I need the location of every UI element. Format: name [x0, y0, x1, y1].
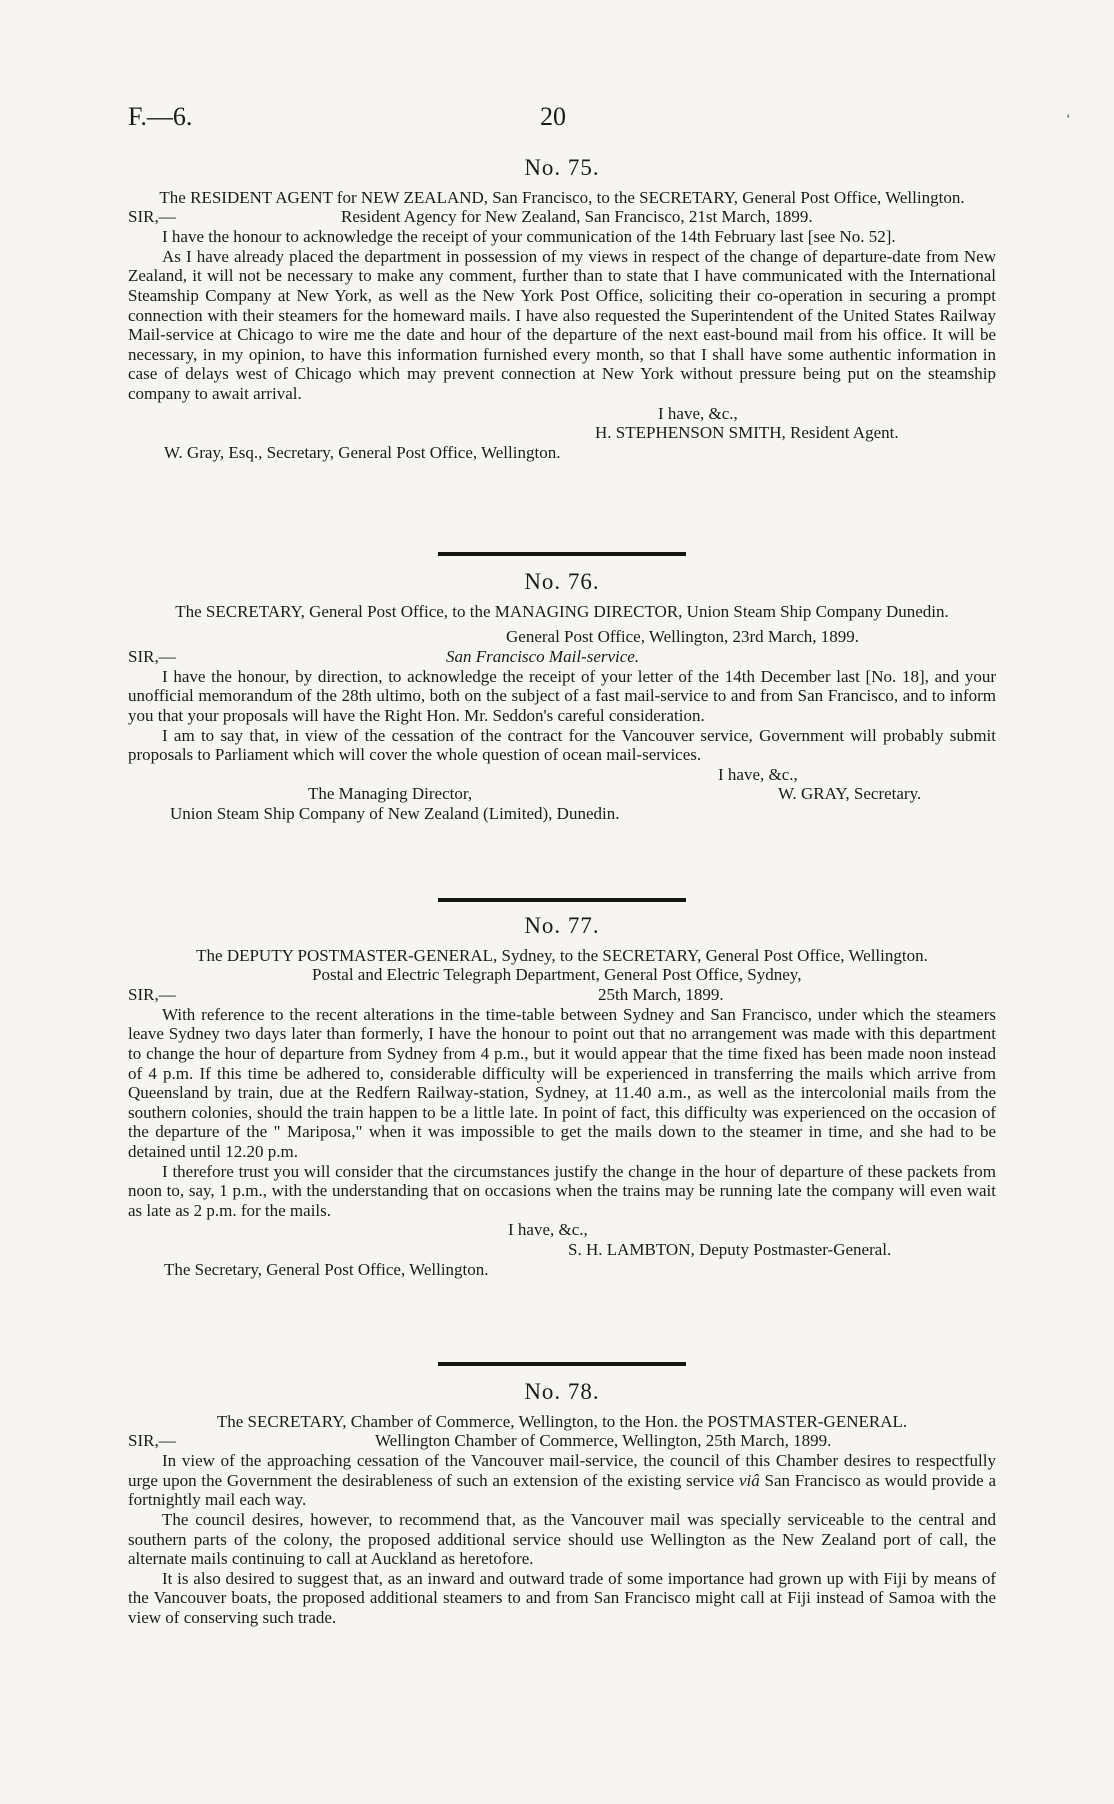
signature: S. H. LAMBTON, Deputy Postmaster-General. — [568, 1239, 892, 1259]
letter-number: No. 78. — [524, 1379, 600, 1404]
salutation-row — [128, 985, 996, 1005]
document-reference: F.—6. — [128, 102, 193, 131]
paragraph: With reference to the recent alterations in the time-table between Sydney and San Francisco, under which the steamers leave Sydney two days later than formerly, I have the honour to point out that no arrangement was made with this department to change the hour of departure from Sydney from 4 p.m., but it would appear that the time fixed has been made noon instead of 4 p.m. If this time be adhered to, considerable difficulty will be experienced in transferring the mails which arrive from Queensland by train, due at the Redfern Railway-station, Sydney, at 11.40 a.m., as well as the intercolonial mails from the southern colonies, should the train happen to be a little late. In point of fact, this difficulty was experienced on the occasion of the departure of the " Mariposa," when it was impossible to get the mails down to the steamer in time, and she had to be detained until 12.20 p.m. — [128, 1004, 996, 1161]
letter-77 — [128, 913, 996, 1279]
letter-76 — [128, 569, 996, 824]
section-divider — [438, 1362, 686, 1366]
letter-78 — [128, 1379, 997, 1628]
salutation-row — [128, 1431, 996, 1451]
paragraph: As I have already placed the department in possession of my views in respect of the change of departure-date from New Zealand, it will not be necessary to make any comment, further than to state that I have communicated with the International Steamship Company at New York, as well as the New York Post Office, soliciting their co-operation in securing a prompt connection with their steamers for the homeward mails. I have also requested the Superintendent of the United States Railway Mail-service at Chicago to wire me the date and hour of the departure of the next east-bound mail from his office. It will be necessary, in my opinion, to have this information furnished every month, so that I shall have some authentic information in case of delays west of Chicago which may prevent connection at New York without pressure being put on the steamship company to await arrival. — [128, 246, 996, 403]
letter-number: No. 76. — [524, 569, 600, 594]
salutation: SIR,— — [128, 207, 176, 227]
recipient: W. Gray, Esq., Secretary, General Post Office, Wellington. — [164, 442, 561, 462]
letter-number: No. 77. — [524, 913, 600, 938]
section-divider — [438, 552, 686, 556]
letter-address: The DEPUTY POSTMASTER-GENERAL, Sydney, to the SECRETARY, General Post Office, Wellington. — [196, 945, 928, 965]
paragraph: I have the honour to acknowledge the receipt of your communication of the 14th February last [see No. 52]. — [162, 227, 896, 247]
salutation-row — [128, 207, 996, 227]
paragraph-text: San Francisco as would provide a fortnightly mail each way. — [128, 1470, 997, 1510]
via-italic: viâ — [739, 1470, 760, 1490]
letter-address: The RESIDENT AGENT for NEW ZEALAND, San Francisco, to the SECRETARY, General Post Office, Wellington. — [159, 187, 965, 207]
salutation: SIR,— — [128, 1431, 176, 1451]
place-date: 25th March, 1899. — [598, 984, 724, 1004]
letter-address: The SECRETARY, General Post Office, to the MANAGING DIRECTOR, Union Steam Ship Company Dunedin. — [175, 601, 949, 621]
place-date: Resident Agency for New Zealand, San Francisco, 21st March, 1899. — [341, 207, 813, 227]
place-date: Postal and Electric Telegraph Department, General Post Office, Sydney, — [312, 965, 802, 985]
paragraph: I therefore trust you will consider that the circumstances justify the change in the hour of departure of these packets from noon to, say, 1 p.m., with the understanding that on occasions when the trains may be running late the company will even wait as late as 2 p.m. for the mails. — [128, 1161, 996, 1220]
recipient: Union Steam Ship Company of New Zealand (Limited), Dunedin. — [170, 804, 620, 824]
paragraph: I am to say that, in view of the cessation of the contract for the Vancouver service, Government will probably submit proposals to Parliament which will cover the whole question of ocean mail-services. — [128, 725, 996, 765]
salutation-row — [128, 647, 996, 667]
margin-mark-icon: ‘ — [1066, 112, 1071, 127]
closing: I have, &c., — [718, 764, 798, 784]
paragraph-text: In view of the approaching cessation of the Vancouver mail-service, the council of this Chamber desires to respectfully urge upon the Government the desirableness of such an extension of the existing service — [128, 1451, 996, 1490]
letter-number: No. 75. — [524, 155, 600, 180]
letter-address: The SECRETARY, Chamber of Commerce, Wellington, to the Hon. the POSTMASTER-GENERAL. — [216, 1411, 908, 1431]
signature: W. GRAY, Secretary. — [778, 784, 922, 804]
page-number: 20 — [540, 102, 566, 131]
section-divider — [438, 898, 686, 902]
subject: San Francisco Mail-service. — [446, 646, 640, 666]
place-date: General Post Office, Wellington, 23rd March, 1899. — [506, 627, 860, 647]
recipient: The Managing Director, — [308, 784, 473, 804]
page-header — [0, 100, 1114, 140]
paragraph: The council desires, however, to recommend that, as the Vancouver mail was specially serviceable to the central and southern parts of the colony, the proposed additional service should use Wellington as the New Zealand port of call, the alternate mails continuing to call at Auckland as heretofore. — [128, 1509, 996, 1569]
salutation: SIR,— — [128, 984, 176, 1004]
salutation: SIR,— — [128, 646, 176, 666]
signature-row — [128, 784, 996, 804]
paragraph: I have the honour, by direction, to acknowledge the receipt of your letter of the 14th December last [No. 18], and your unofficial memorandum of the 28th ultimo, both on the subject of a fast mail-service to and from San Francisco, and to inform you that your proposals will have the Right Hon. Mr. Seddon's careful consideration. — [128, 666, 996, 725]
place-date: Wellington Chamber of Commerce, Wellington, 25th March, 1899. — [375, 1431, 832, 1451]
closing: I have, &c., — [658, 403, 738, 423]
paragraph: It is also desired to suggest that, as an inward and outward trade of some importance had grown up with Fiji by means of the Vancouver boats, the proposed additional steamers to and from San Francisco might call at Fiji instead of Samoa with the view of conserving such trade. — [128, 1568, 996, 1627]
paragraph — [128, 1451, 996, 1510]
recipient: The Secretary, General Post Office, Wellington. — [164, 1259, 489, 1279]
letter-75 — [128, 155, 996, 462]
signature: H. STEPHENSON SMITH, Resident Agent. — [595, 423, 899, 443]
closing: I have, &c., — [508, 1220, 588, 1240]
